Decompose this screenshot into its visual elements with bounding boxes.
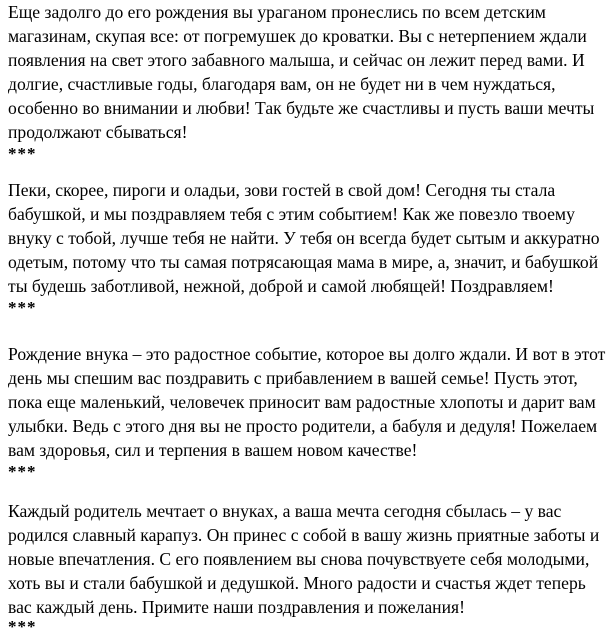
paragraph-line: бабушкой, и мы поздравляем тебя с этим событием! Как же повезло твоему <box>8 204 575 224</box>
paragraph-line: появления на свет этого забавного малыша, и сейчас он лежит перед вами. И <box>8 50 585 70</box>
paragraph-line: Еще задолго до его рождения вы ураганом пронеслись по всем детским <box>8 2 546 22</box>
paragraph-line: вам здоровья, сил и терпения в вашем новом качестве! <box>8 440 418 460</box>
paragraph-line: одетым, потому что ты самая потрясающая мама в мире, а, значит, и бабушкой <box>8 252 599 272</box>
paragraph-line: Каждый родитель мечтает о внуках, а ваша мечта сегодня сбылась – у вас <box>8 501 562 521</box>
separator: *** <box>8 144 37 163</box>
separator: *** <box>8 462 37 481</box>
separator: *** <box>8 617 37 636</box>
paragraph-line: улыбки. Ведь с этого дня вы не просто родители, а бабуля и дедуля! Пожелаем <box>8 416 598 436</box>
paragraph-line: продолжают сбываться! <box>8 122 188 142</box>
paragraph-line: долгие, счастливые годы, благодаря вам, он не будет ни в чем нуждаться, <box>8 74 556 94</box>
paragraph-4 <box>8 499 610 619</box>
paragraph-line: новые впечатления. С его появлением вы снова почувствуете себя молодыми, <box>8 549 590 569</box>
paragraph-line: день мы спешим вас поздравить с прибавлением в вашей семье! Пусть этот, <box>8 368 578 388</box>
paragraph-3 <box>8 342 610 462</box>
paragraph-line: внуку с тобой, лучше тебя не найти. У тебя он всегда будет сытым и аккуратно <box>8 228 600 248</box>
paragraph-line: вас каждый день. Примите наши поздравления и пожелания! <box>8 597 465 617</box>
paragraph-line: пока еще маленький, человечек приносит вам радостные хлопоты и дарит вам <box>8 392 596 412</box>
paragraph-line: магазинам, скупая все: от погремушек до кроватки. Вы с нетерпением ждали <box>8 26 587 46</box>
paragraph-line: хоть вы и стали бабушкой и дедушкой. Много радости и счастья ждет теперь <box>8 573 586 593</box>
separator: *** <box>8 298 37 317</box>
paragraph-1 <box>8 0 610 144</box>
paragraph-line: ты будешь заботливой, нежной, доброй и самой любящей! Поздравляем! <box>8 276 554 296</box>
paragraph-2 <box>8 178 610 298</box>
paragraph-line: Пеки, скорее, пироги и оладьи, зови гостей в свой дом! Сегодня ты стала <box>8 180 556 200</box>
paragraph-line: родился славный карапуз. Он принес с собой в вашу жизнь приятные заботы и <box>8 525 600 545</box>
paragraph-line: особенно во внимании и любви! Так будьте же счастливы и пусть ваши мечты <box>8 98 595 118</box>
paragraph-line: Рождение внука – это радостное событие, которое вы долго ждали. И вот в этот <box>8 344 606 364</box>
